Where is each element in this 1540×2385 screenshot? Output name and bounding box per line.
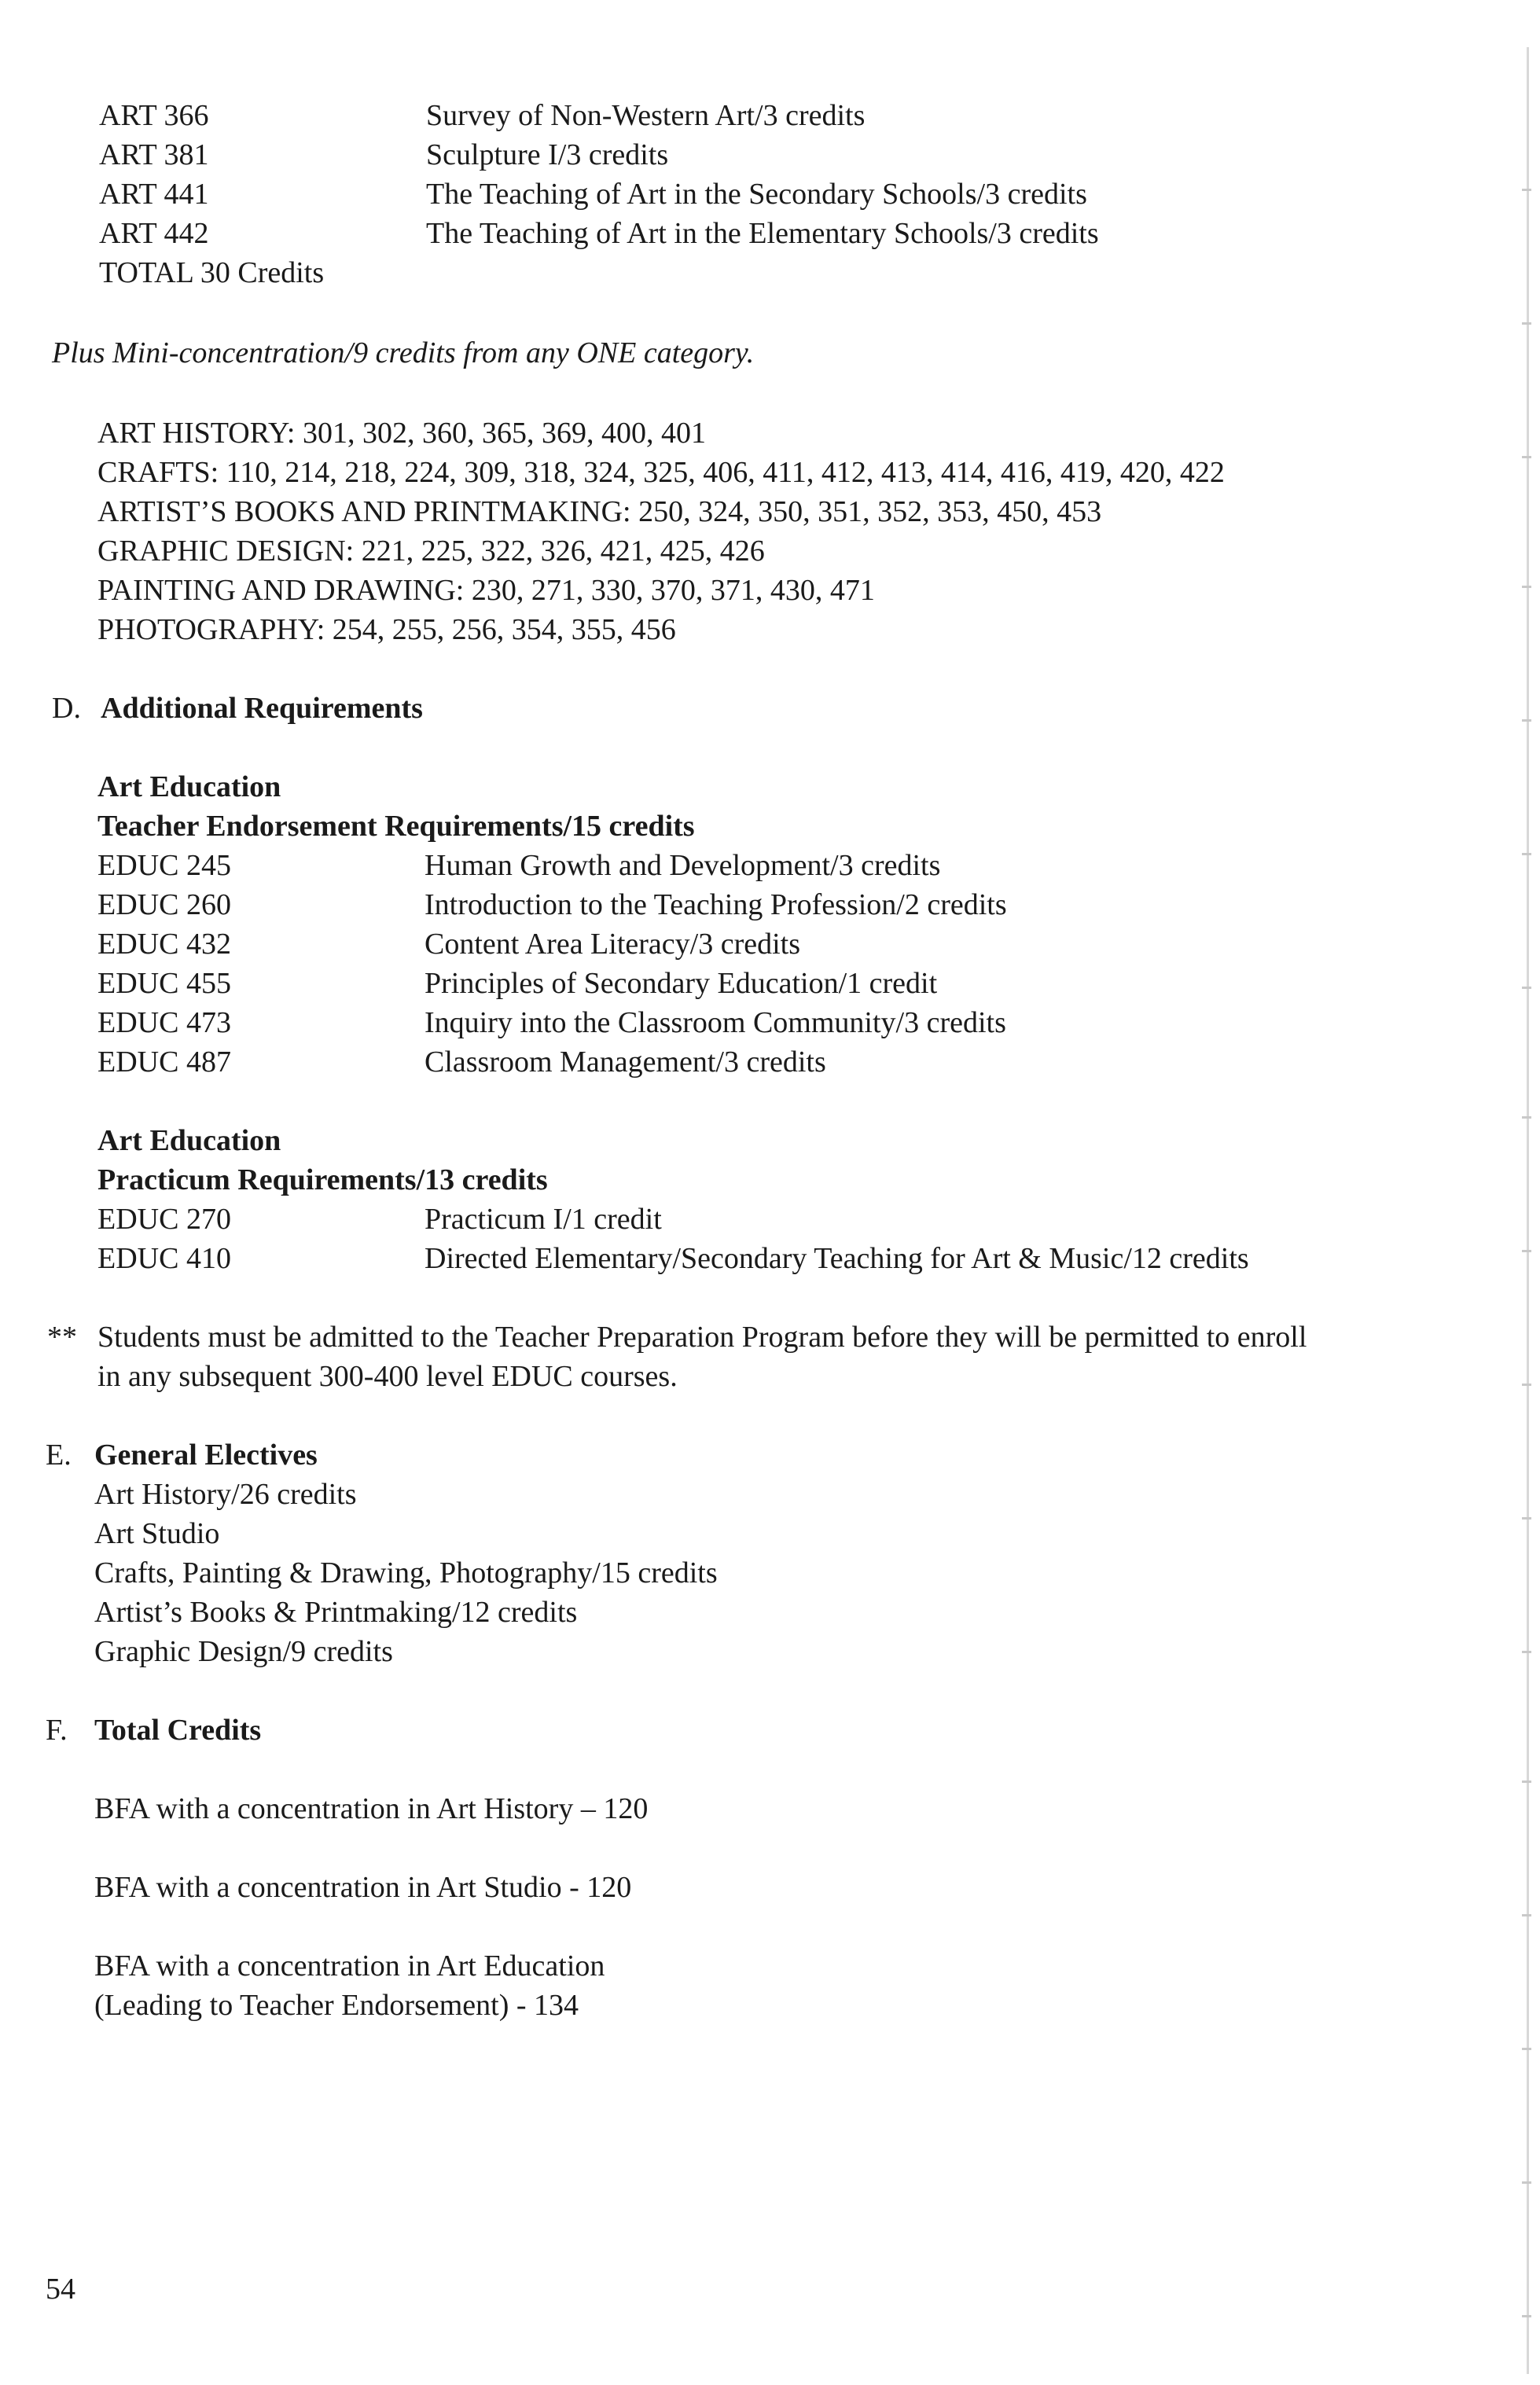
section-title: Total Credits	[94, 1714, 262, 1747]
course-row	[97, 964, 1007, 1003]
binding-tick	[1522, 1384, 1531, 1386]
section-e-heading	[46, 1435, 718, 1475]
course-code: ART 441	[99, 178, 209, 211]
elective-item: Artist’s Books & Printmaking/12 credits	[94, 1596, 578, 1629]
section-title: Additional Requirements	[101, 692, 423, 725]
course-code: EDUC 260	[97, 888, 231, 921]
course-row	[99, 175, 1099, 214]
total-credits-art-studio: BFA with a concentration in Art Studio - 120	[94, 1871, 632, 1904]
section-f-heading	[46, 1711, 261, 1750]
total-credits-art-history: BFA with a concentration in Art History – 120	[94, 1792, 649, 1825]
category-photography: PHOTOGRAPHY: 254, 255, 256, 354, 355, 456	[97, 613, 676, 646]
binding-tick	[1522, 1914, 1531, 1916]
total-credits-art-education	[94, 1946, 605, 2025]
binding-tick	[1522, 1517, 1531, 1520]
binding-edge-line	[1527, 47, 1529, 2374]
course-row	[97, 1200, 1249, 1239]
course-row	[97, 924, 1007, 964]
elective-item: Art Studio	[94, 1517, 220, 1550]
binding-tick	[1522, 2181, 1531, 2184]
course-title: Practicum I/1 credit	[425, 1203, 662, 1236]
block-subtitle: Teacher Endorsement Requirements/15 credits	[97, 810, 695, 843]
block-title: Art Education	[97, 770, 281, 803]
binding-tick	[1522, 586, 1531, 588]
course-code: ART 442	[99, 217, 209, 250]
course-code: EDUC 410	[97, 1242, 231, 1275]
section-e	[46, 1435, 718, 1671]
section-title: General Electives	[94, 1439, 318, 1472]
course-code: EDUC 487	[97, 1046, 231, 1079]
course-row	[97, 885, 1007, 924]
category-list	[97, 413, 1225, 649]
art-course-list	[99, 96, 1099, 292]
binding-tick	[1522, 2315, 1531, 2317]
category-painting-drawing: PAINTING AND DRAWING: 230, 271, 330, 370, 371, 430, 471	[97, 574, 875, 607]
course-row	[97, 846, 1007, 885]
footnote-marker: **	[47, 1321, 77, 1354]
course-code: EDUC 455	[97, 967, 231, 1000]
block-subtitle: Practicum Requirements/13 credits	[97, 1163, 548, 1196]
binding-tick	[1522, 189, 1531, 191]
footnote-line: Students must be admitted to the Teacher Preparation Program before they will be permitted to enroll	[97, 1321, 1307, 1354]
binding-tick	[1522, 2048, 1531, 2050]
course-code: ART 366	[99, 99, 209, 132]
course-row	[99, 96, 1099, 135]
page-number: 54	[46, 2273, 75, 2306]
practicum-block	[97, 1121, 1249, 1278]
art-total: TOTAL 30 Credits	[99, 256, 325, 289]
category-printmaking: ARTIST’S BOOKS AND PRINTMAKING: 250, 324, 350, 351, 352, 353, 450, 453	[97, 495, 1102, 528]
course-code: EDUC 432	[97, 928, 231, 961]
elective-item: Crafts, Painting & Drawing, Photography/15 credits	[94, 1556, 718, 1589]
binding-tick	[1522, 987, 1531, 989]
course-row	[97, 1003, 1007, 1042]
binding-tick	[1522, 853, 1531, 855]
total-credits-line: BFA with a concentration in Art Education	[94, 1950, 605, 1983]
block-title: Art Education	[97, 1124, 281, 1157]
course-title: Directed Elementary/Secondary Teaching for Art & Music/12 credits	[425, 1242, 1249, 1275]
course-title: Survey of Non-Western Art/3 credits	[426, 99, 866, 132]
teacher-endorsement-block	[97, 767, 1007, 1082]
course-code: EDUC 270	[97, 1203, 231, 1236]
section-letter: D.	[52, 692, 81, 725]
course-title: Classroom Management/3 credits	[425, 1046, 826, 1079]
category-crafts: CRAFTS: 110, 214, 218, 224, 309, 318, 324, 325, 406, 411, 412, 413, 414, 416, 419, 420, 422	[97, 456, 1225, 489]
category-graphic-design: GRAPHIC DESIGN: 221, 225, 322, 326, 421, 425, 426	[97, 535, 765, 568]
course-code: EDUC 245	[97, 849, 231, 882]
binding-tick	[1522, 1250, 1531, 1252]
category-art-history: ART HISTORY: 301, 302, 360, 365, 369, 400, 401	[97, 417, 706, 450]
binding-tick	[1522, 456, 1531, 458]
section-letter: E.	[46, 1439, 72, 1472]
section-letter: F.	[46, 1714, 68, 1747]
course-title: Sculpture I/3 credits	[426, 138, 669, 171]
binding-tick	[1522, 719, 1531, 722]
total-credits-line: (Leading to Teacher Endorsement) - 134	[94, 1989, 579, 2022]
course-title: Inquiry into the Classroom Community/3 credits	[425, 1006, 1006, 1039]
mini-concentration-note: Plus Mini-concentration/9 credits from any ONE category.	[52, 336, 755, 369]
course-title: The Teaching of Art in the Secondary Schools/3 credits	[426, 178, 1087, 211]
binding-tick	[1522, 1116, 1531, 1119]
course-title: The Teaching of Art in the Elementary Schools/3 credits	[426, 217, 1099, 250]
footnote	[97, 1317, 1307, 1396]
course-code: EDUC 473	[97, 1006, 231, 1039]
course-row	[97, 1042, 1007, 1082]
course-title: Introduction to the Teaching Profession/2 credits	[425, 888, 1007, 921]
binding-tick	[1522, 1780, 1531, 1783]
binding-tick	[1522, 322, 1531, 325]
course-title: Content Area Literacy/3 credits	[425, 928, 800, 961]
section-d-heading	[52, 689, 423, 728]
course-row	[99, 135, 1099, 175]
course-row	[97, 1239, 1249, 1278]
elective-item: Art History/26 credits	[94, 1478, 357, 1511]
course-title: Principles of Secondary Education/1 credit	[425, 967, 938, 1000]
course-title: Human Growth and Development/3 credits	[425, 849, 941, 882]
footnote-line: in any subsequent 300-400 level EDUC courses.	[97, 1360, 678, 1393]
course-code: ART 381	[99, 138, 209, 171]
course-row	[99, 214, 1099, 253]
elective-item: Graphic Design/9 credits	[94, 1635, 393, 1668]
binding-tick	[1522, 1651, 1531, 1653]
